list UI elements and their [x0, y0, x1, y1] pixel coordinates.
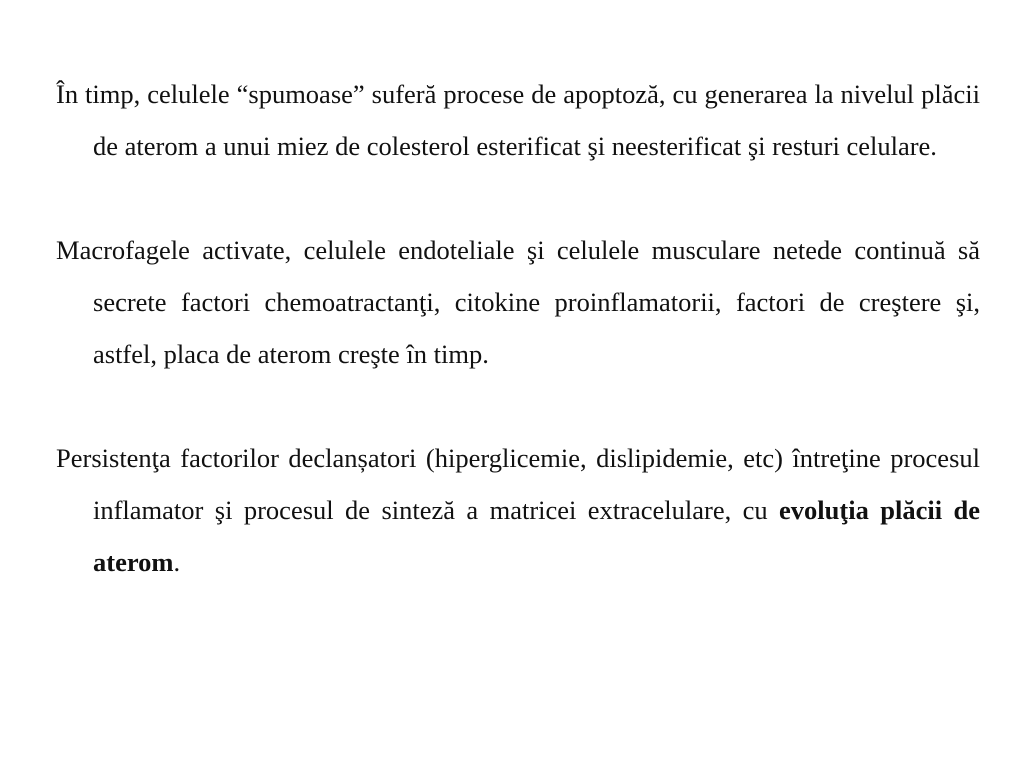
- slide-body: [56, 68, 980, 588]
- paragraph-apoptosis: În timp, celulele “spumoase” suferă procese de apoptoză, cu generarea la nivelul plăcii de aterom a unui miez de colesterol esterificat şi neesterificat şi resturi celulare.: [56, 79, 980, 161]
- paragraph-persistence-text: Persistenţa factorilor declanșatori (hiperglicemie, dislipidemie, etc) întreţine procesul inflamator şi procesul de sinteză a matricei extracelulare, cu: [56, 443, 980, 525]
- paragraph-persistence: [56, 432, 980, 588]
- paragraph-persistence-end: .: [173, 547, 181, 577]
- paragraph-macrophages: Macrofagele activate, celulele endoteliale şi celulele musculare netede continuă să secrete factori chemoatractanţi, citokine proinflamatorii, factori de creştere şi, astfel, placa de aterom creşte în timp.: [56, 235, 980, 369]
- emphasis-plaque-evolution: evoluţia plăcii de aterom: [93, 495, 980, 577]
